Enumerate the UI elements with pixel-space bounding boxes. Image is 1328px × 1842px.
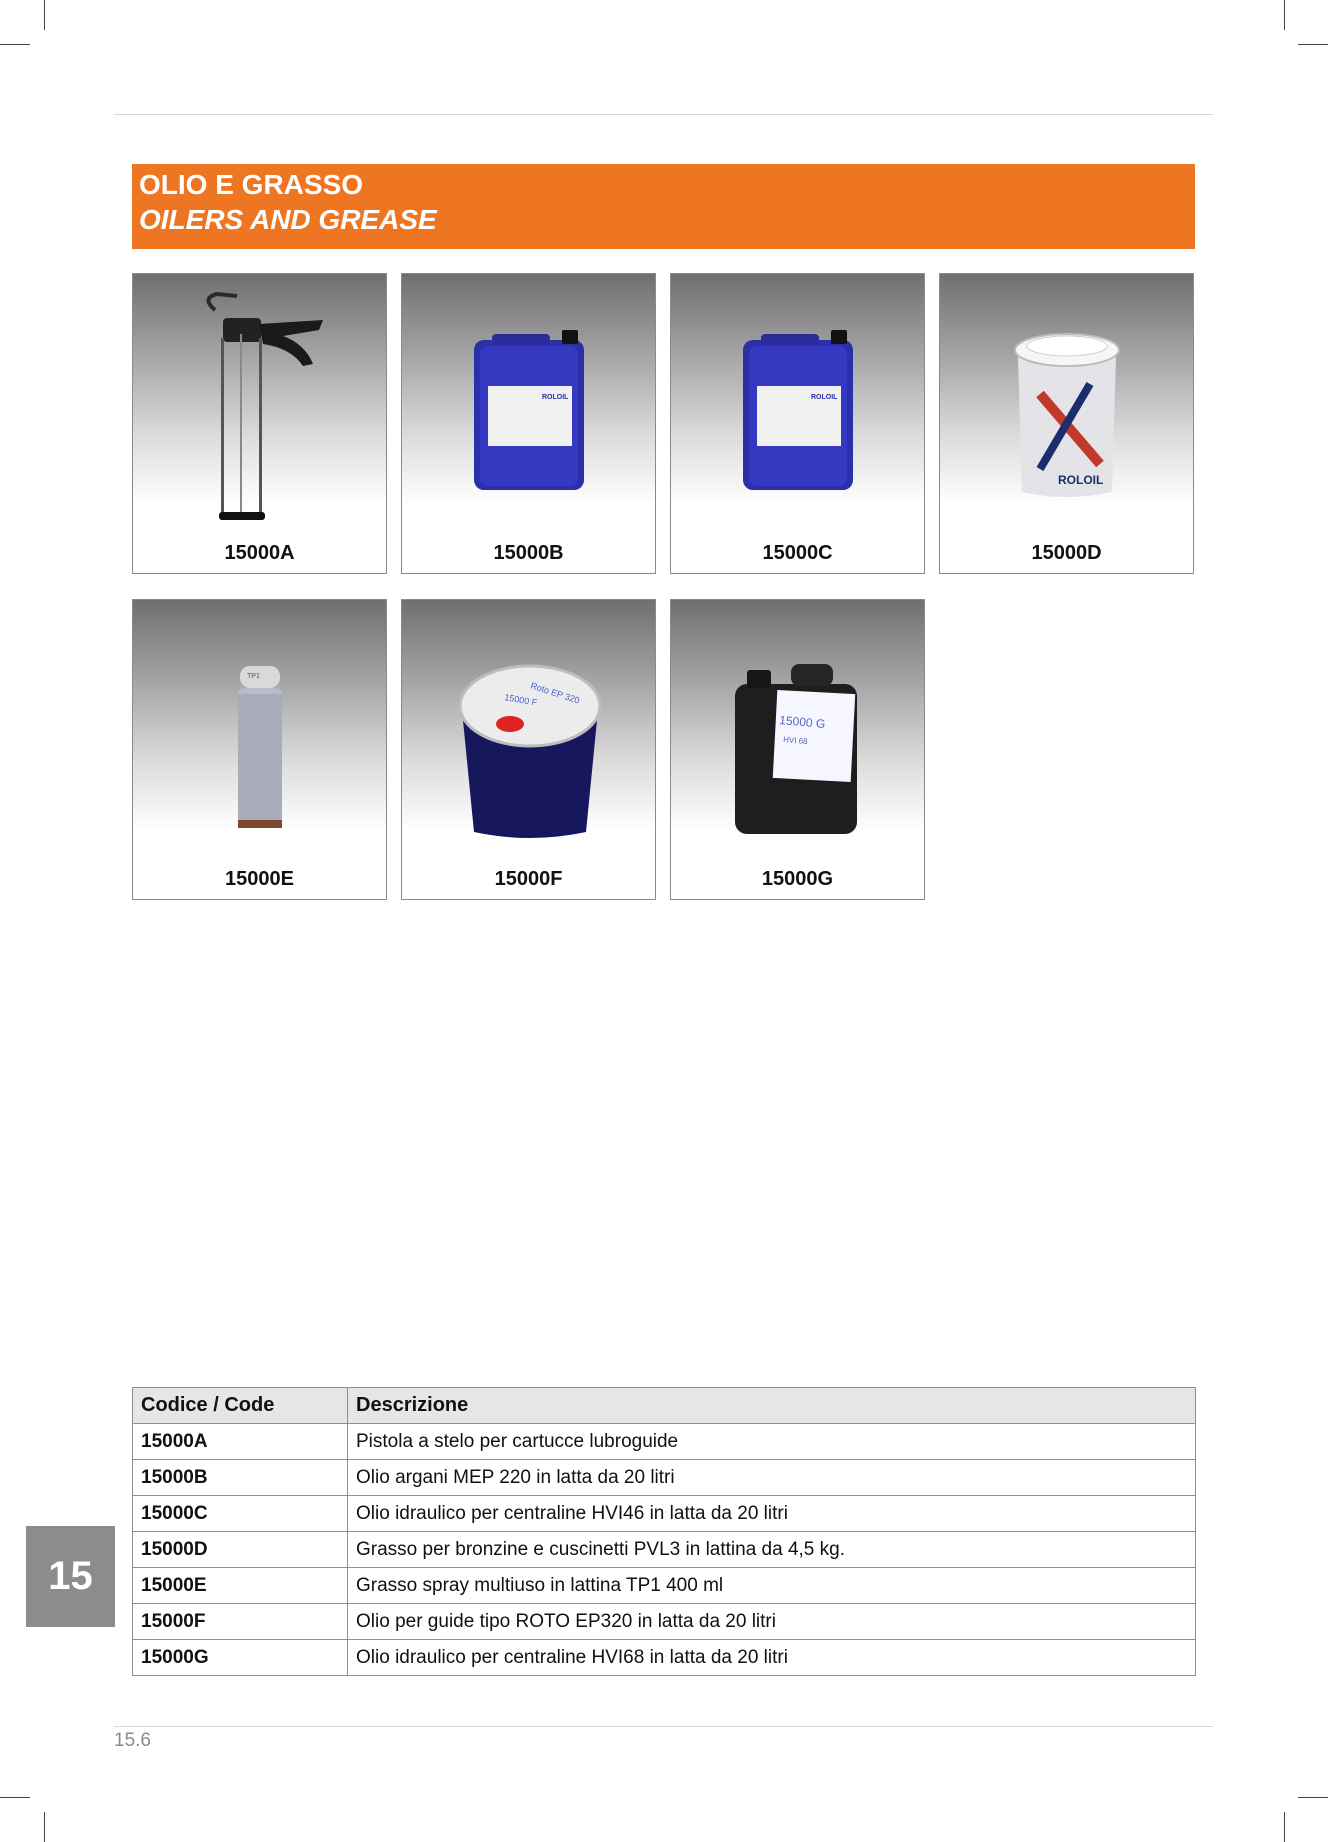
cell-description: Grasso spray multiuso in lattina TP1 400 ml — [348, 1568, 1196, 1604]
svg-text:15000 G: 15000 G — [778, 713, 826, 732]
svg-text:ROLOIL: ROLOIL — [1058, 473, 1104, 487]
table-row — [133, 1532, 1196, 1568]
product-card-15000b — [401, 273, 656, 574]
product-table — [132, 1387, 1196, 1676]
product-photo — [133, 600, 386, 862]
cell-code: 15000C — [133, 1496, 348, 1532]
cell-code: 15000A — [133, 1424, 348, 1460]
table-row — [133, 1604, 1196, 1640]
product-photo — [671, 600, 924, 862]
svg-text:Roto EP 320: Roto EP 320 — [529, 680, 581, 706]
crop-mark — [44, 1812, 45, 1842]
page-number: 15.6 — [114, 1730, 151, 1751]
bottom-rule — [114, 1726, 1213, 1727]
cell-description: Pistola a stelo per cartucce lubroguide — [348, 1424, 1196, 1460]
crop-mark — [1298, 1797, 1328, 1798]
spray-can-icon — [133, 600, 386, 862]
cell-code: 15000G — [133, 1640, 348, 1676]
column-header-code: Codice / Code — [133, 1388, 348, 1424]
cell-code: 15000F — [133, 1604, 348, 1640]
cell-description: Olio idraulico per centraline HVI68 in latta da 20 litri — [348, 1640, 1196, 1676]
product-code: 15000A — [224, 542, 295, 564]
blue-jerrycan-icon — [402, 274, 655, 536]
section-title-en: OILERS AND GREASE — [139, 204, 437, 235]
product-code: 15000F — [494, 868, 563, 890]
product-photo — [133, 274, 386, 536]
product-card-15000c — [670, 273, 925, 574]
product-photo — [402, 274, 655, 536]
product-code: 15000G — [761, 868, 834, 890]
product-code: 15000D — [1031, 542, 1102, 564]
product-card-15000f — [401, 599, 656, 900]
section-title-it: OLIO E GRASSO — [139, 169, 364, 200]
table-header-row — [133, 1388, 1196, 1424]
crop-mark — [1284, 1812, 1285, 1842]
top-rule — [114, 114, 1213, 115]
crop-mark — [44, 0, 45, 30]
table-row — [133, 1640, 1196, 1676]
product-card-15000g — [670, 599, 925, 900]
product-card-15000d — [939, 273, 1194, 574]
table-row — [133, 1424, 1196, 1460]
svg-text:HVI 68: HVI 68 — [782, 735, 808, 747]
product-photo — [940, 274, 1193, 536]
cell-description: Olio argani MEP 220 in latta da 20 litri — [348, 1460, 1196, 1496]
grease-tin-icon — [940, 274, 1193, 536]
cell-code: 15000B — [133, 1460, 348, 1496]
section-tab: 15 — [26, 1526, 115, 1627]
grease-bucket-icon — [402, 600, 655, 862]
grease-gun-icon — [133, 274, 386, 536]
cell-description: Olio idraulico per centraline HVI46 in latta da 20 litri — [348, 1496, 1196, 1532]
table-row — [133, 1460, 1196, 1496]
cell-description: Olio per guide tipo ROTO EP320 in latta da 20 litri — [348, 1604, 1196, 1640]
column-header-description: Descrizione — [348, 1388, 1196, 1424]
product-code: 15000C — [762, 542, 833, 564]
section-banner — [132, 164, 1195, 249]
svg-text:15000 F: 15000 F — [503, 692, 538, 708]
black-jerrycan-icon — [671, 600, 924, 862]
blue-jerrycan-icon — [671, 274, 924, 536]
svg-text:TP1: TP1 — [247, 673, 260, 680]
product-card-15000a — [132, 273, 387, 574]
svg-text:ROLOIL: ROLOIL — [542, 394, 569, 401]
table-row — [133, 1496, 1196, 1532]
cell-code: 15000E — [133, 1568, 348, 1604]
table-row — [133, 1568, 1196, 1604]
crop-mark — [0, 1797, 30, 1798]
product-code: 15000B — [493, 542, 564, 564]
crop-mark — [0, 44, 30, 45]
cell-description: Grasso per bronzine e cuscinetti PVL3 in lattina da 4,5 kg. — [348, 1532, 1196, 1568]
product-card-15000e — [132, 599, 387, 900]
cell-code: 15000D — [133, 1532, 348, 1568]
product-photo — [671, 274, 924, 536]
crop-mark — [1298, 44, 1328, 45]
svg-text:ROLOIL: ROLOIL — [811, 394, 838, 401]
product-code: 15000E — [225, 868, 294, 890]
crop-mark — [1284, 0, 1285, 30]
product-photo — [402, 600, 655, 862]
